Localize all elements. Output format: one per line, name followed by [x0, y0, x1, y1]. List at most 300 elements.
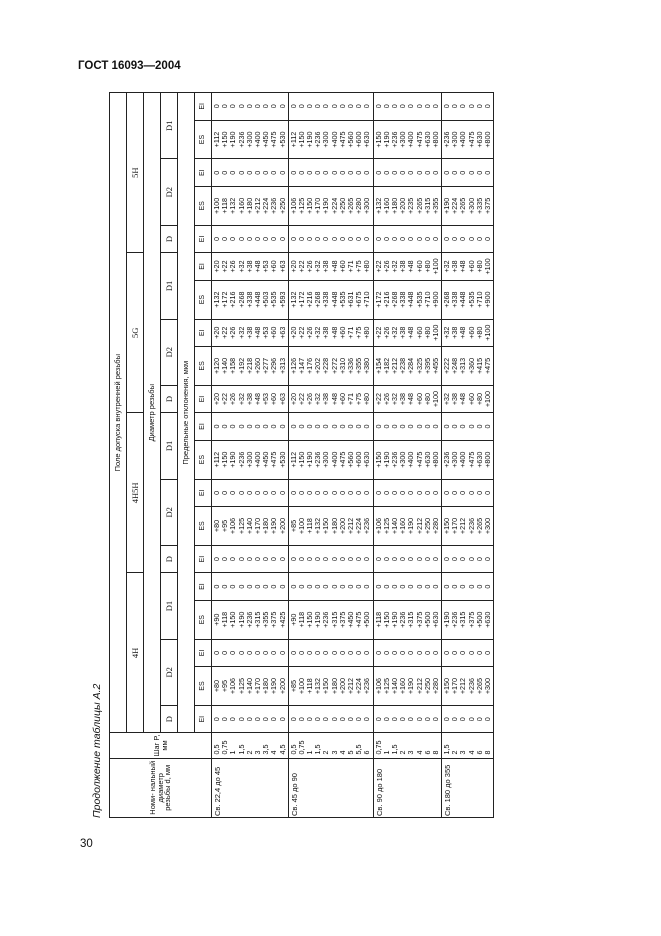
- deviation-value: +60: [269, 392, 279, 406]
- deviation-value: +80: [474, 392, 484, 406]
- deviation-cell: [212, 186, 289, 225]
- deviation-value: +710: [474, 291, 484, 308]
- deviation-value: +375: [414, 611, 424, 628]
- deviation-value: 0: [442, 650, 452, 655]
- deviation-value: +60: [414, 326, 424, 339]
- deviation-value: +535: [414, 291, 424, 308]
- deviation-value: +90: [212, 613, 221, 626]
- deviation-value: 0: [466, 237, 476, 241]
- header-tolerance-field: 5H: [127, 93, 144, 253]
- deviation-value: 0: [244, 490, 254, 495]
- deviation-value: +26: [305, 326, 315, 339]
- deviation-value: +180: [244, 197, 254, 214]
- pitch-value: 2: [450, 750, 460, 755]
- deviation-value: +71: [346, 260, 355, 273]
- deviation-value: +53: [261, 392, 271, 406]
- pitch-value: 0,5: [288, 744, 298, 755]
- deviation-value: +190: [381, 131, 391, 148]
- deviation-value: 0: [212, 104, 221, 109]
- page-number: 30: [80, 838, 93, 850]
- deviation-value: +190: [406, 517, 416, 535]
- deviation-value: 0: [220, 170, 230, 175]
- deviation-value: 0: [458, 584, 468, 589]
- table-row: [288, 93, 373, 818]
- deviation-value: +22: [296, 392, 306, 406]
- deviation-value: 0: [422, 717, 432, 722]
- deviation-cell: [288, 120, 373, 159]
- deviation-value: 0: [329, 650, 339, 655]
- deviation-value: +200: [398, 197, 408, 214]
- deviation-value: +280: [430, 677, 440, 695]
- deviation-value: +32: [389, 392, 399, 406]
- deviation-value: 0: [212, 424, 221, 429]
- deviation-value: 0: [362, 490, 372, 495]
- deviation-value: 0: [329, 557, 339, 562]
- deviation-value: +475: [269, 131, 279, 148]
- deviation-value: +800: [430, 131, 440, 148]
- deviation-value: 0: [296, 424, 306, 429]
- deviation-value: +475: [483, 357, 492, 375]
- deviation-value: +38: [450, 392, 460, 406]
- header-ei: EI: [195, 705, 212, 732]
- deviation-value: +32: [389, 326, 399, 339]
- deviation-value: +48: [458, 260, 468, 273]
- deviation-value: +48: [406, 260, 416, 273]
- deviation-cell: [288, 600, 373, 639]
- deviation-value: +170: [450, 677, 460, 695]
- group-label: Св. 22,4 до 45: [212, 758, 289, 817]
- deviation-value: 0: [346, 490, 355, 495]
- deviation-value: +85: [288, 679, 298, 693]
- deviation-cell: [212, 225, 289, 252]
- deviation-value: 0: [373, 557, 383, 562]
- deviation-cell: [442, 545, 494, 572]
- deviation-value: 0: [450, 490, 460, 495]
- deviation-value: +535: [269, 291, 279, 308]
- deviation-value: +455: [430, 357, 440, 375]
- deviation-value: +63: [277, 326, 287, 339]
- deviation-value: 0: [354, 650, 364, 655]
- header-ei: EI: [195, 319, 212, 346]
- deviation-value: +380: [362, 357, 372, 375]
- deviation-value: +80: [362, 260, 372, 273]
- deviation-value: +80: [422, 392, 432, 406]
- pitch-value: 0,75: [296, 740, 306, 755]
- deviation-value: +268: [313, 291, 323, 308]
- deviation-value: 0: [288, 424, 298, 429]
- deviation-value: 0: [483, 237, 492, 241]
- deviation-value: +425: [277, 611, 287, 628]
- deviation-value: +212: [414, 677, 424, 695]
- deviation-value: 0: [212, 650, 221, 655]
- deviation-value: +236: [442, 451, 452, 468]
- deviation-cell: [373, 600, 442, 639]
- deviation-value: +48: [406, 326, 416, 339]
- deviation-cell: [373, 280, 442, 319]
- header-es: ES: [195, 600, 212, 639]
- deviation-value: 0: [288, 584, 298, 589]
- deviation-value: +172: [296, 291, 306, 308]
- deviation-value: +32: [236, 326, 246, 339]
- deviation-value: 0: [220, 237, 230, 241]
- deviation-value: +800: [483, 451, 492, 468]
- deviation-value: +170: [313, 197, 323, 214]
- deviation-value: 0: [381, 557, 391, 562]
- deviation-value: 0: [305, 490, 315, 495]
- deviation-value: +80: [212, 519, 221, 533]
- deviation-cell: [212, 346, 289, 385]
- deviation-value: +63: [277, 260, 287, 273]
- deviation-value: 0: [212, 237, 221, 241]
- deviation-value: +150: [305, 611, 315, 628]
- deviation-value: +630: [474, 131, 484, 148]
- deviation-value: +315: [252, 611, 262, 628]
- deviation-value: 0: [321, 490, 331, 495]
- deviation-value: 0: [373, 650, 383, 655]
- deviation-value: +100: [430, 390, 440, 408]
- deviation-value: 0: [321, 104, 331, 109]
- deviation-value: +132: [212, 291, 221, 308]
- deviation-value: 0: [220, 490, 230, 495]
- deviation-value: 0: [474, 584, 484, 589]
- pitch-value: 3: [252, 750, 262, 755]
- deviation-value: +280: [354, 197, 364, 214]
- deviation-value: 0: [244, 237, 254, 241]
- deviation-cell: [373, 385, 442, 412]
- deviation-value: 0: [220, 584, 230, 589]
- deviation-value: 0: [466, 170, 476, 175]
- deviation-value: 0: [244, 557, 254, 562]
- pitch-value: 0,75: [373, 740, 383, 755]
- deviation-value: +60: [414, 392, 424, 406]
- deviation-value: +170: [252, 517, 262, 535]
- deviation-cell: [288, 573, 373, 600]
- deviation-value: 0: [466, 717, 476, 722]
- deviation-value: 0: [398, 717, 408, 722]
- header-diameter-d2: D2: [161, 479, 178, 545]
- deviation-value: 0: [422, 557, 432, 562]
- deviation-value: 0: [236, 650, 246, 655]
- deviation-value: 0: [483, 717, 492, 722]
- deviation-value: +106: [288, 197, 298, 214]
- deviation-value: 0: [321, 424, 331, 429]
- deviation-value: +375: [483, 197, 492, 214]
- deviation-value: 0: [252, 237, 262, 241]
- deviation-cell: [288, 479, 373, 506]
- deviation-value: 0: [389, 490, 399, 495]
- deviation-value: +60: [414, 260, 424, 273]
- deviation-value: +190: [305, 451, 315, 468]
- deviation-value: 0: [430, 424, 440, 429]
- header-pitch: Шаг P, мм: [110, 733, 212, 758]
- header-diameter-d1: D1: [161, 573, 178, 639]
- deviation-cell: [288, 93, 373, 121]
- deviation-value: 0: [212, 170, 221, 175]
- deviation-value: +260: [252, 357, 262, 375]
- deviation-value: +630: [362, 131, 372, 148]
- deviation-value: +400: [252, 131, 262, 148]
- deviation-value: +250: [422, 677, 432, 695]
- pitch-cell: [288, 733, 373, 758]
- deviation-value: +535: [466, 291, 476, 308]
- pitch-value: 4: [466, 750, 476, 755]
- deviation-value: +236: [269, 197, 279, 214]
- deviation-value: 0: [430, 237, 440, 241]
- deviation-value: +118: [220, 611, 230, 628]
- deviation-value: +190: [305, 131, 315, 148]
- deviation-value: 0: [414, 557, 424, 562]
- deviation-value: 0: [362, 557, 372, 562]
- deviation-value: +132: [313, 517, 323, 535]
- deviation-value: +338: [398, 291, 408, 308]
- deviation-value: 0: [228, 170, 238, 175]
- deviation-value: +140: [244, 677, 254, 695]
- deviation-value: +190: [269, 677, 279, 695]
- deviation-value: +106: [373, 517, 383, 535]
- header-diameter-d1: D1: [161, 93, 178, 159]
- deviation-value: 0: [244, 424, 254, 429]
- deviation-value: 0: [296, 557, 306, 562]
- header-nominal-diameter: Номи- нальный диаметр резьбы d, мм: [110, 758, 212, 817]
- pitch-value: 2: [321, 750, 331, 755]
- deviation-value: 0: [381, 104, 391, 109]
- deviation-value: 0: [373, 237, 383, 241]
- deviation-value: +212: [252, 197, 262, 214]
- deviation-cell: [212, 600, 289, 639]
- deviation-value: 0: [252, 424, 262, 429]
- deviation-value: +38: [398, 392, 408, 406]
- deviation-value: 0: [321, 650, 331, 655]
- deviation-value: +182: [381, 357, 391, 375]
- deviation-value: 0: [406, 584, 416, 589]
- deviation-cell: [212, 440, 289, 479]
- deviation-value: 0: [381, 237, 391, 241]
- deviation-value: +224: [354, 677, 364, 695]
- deviation-value: +132: [313, 677, 323, 695]
- deviation-value: +300: [483, 677, 492, 695]
- deviation-cell: [373, 545, 442, 572]
- deviation-value: +236: [398, 611, 408, 628]
- table-row: [442, 93, 494, 818]
- deviation-value: +212: [414, 517, 424, 535]
- deviation-value: +118: [296, 611, 306, 628]
- deviation-value: +20: [212, 392, 221, 406]
- deviation-value: 0: [244, 584, 254, 589]
- pitch-value: 3: [458, 750, 468, 755]
- deviation-value: +238: [398, 357, 408, 375]
- deviation-cell: [212, 507, 289, 546]
- deviation-value: +48: [458, 326, 468, 339]
- deviation-value: +236: [313, 451, 323, 468]
- deviation-value: 0: [269, 650, 279, 655]
- deviation-value: 0: [458, 650, 468, 655]
- deviation-value: 0: [305, 104, 315, 109]
- deviation-value: 0: [458, 237, 468, 241]
- deviation-value: +190: [442, 197, 452, 214]
- deviation-value: +22: [373, 260, 383, 273]
- deviation-value: 0: [458, 170, 468, 175]
- deviation-value: +140: [389, 517, 399, 535]
- deviation-value: 0: [288, 557, 298, 562]
- deviation-value: +22: [220, 326, 230, 339]
- deviation-value: +132: [288, 291, 298, 308]
- deviation-value: +48: [252, 326, 262, 339]
- deviation-value: +22: [373, 326, 383, 339]
- deviation-value: +300: [483, 517, 492, 535]
- deviation-value: +313: [458, 357, 468, 375]
- deviation-value: +630: [483, 611, 492, 628]
- table-frame: [93, 92, 631, 818]
- deviation-value: 0: [450, 717, 460, 722]
- deviation-value: +268: [236, 291, 246, 308]
- deviation-value: +315: [458, 611, 468, 628]
- deviation-value: +236: [450, 611, 460, 628]
- deviation-value: 0: [305, 237, 315, 241]
- deviation-value: +38: [321, 260, 331, 273]
- deviation-value: +176: [305, 357, 315, 375]
- header-deviation-group: Предельные отклонения, мкм: [178, 93, 195, 733]
- deviation-value: +53: [261, 326, 271, 339]
- deviation-value: 0: [422, 104, 432, 109]
- deviation-value: +22: [373, 392, 383, 406]
- deviation-value: +190: [236, 611, 246, 628]
- deviation-value: +202: [313, 357, 323, 375]
- deviation-value: +180: [329, 677, 339, 695]
- deviation-cell: [373, 159, 442, 186]
- deviation-value: +400: [329, 131, 339, 148]
- deviation-value: 0: [430, 557, 440, 562]
- deviation-value: 0: [261, 584, 271, 589]
- deviation-value: 0: [381, 584, 391, 589]
- deviation-value: +265: [474, 517, 484, 535]
- deviation-value: +80: [362, 326, 372, 339]
- deviation-value: 0: [442, 584, 452, 589]
- deviation-cell: [288, 253, 373, 280]
- deviation-value: 0: [450, 237, 460, 241]
- deviation-value: 0: [466, 490, 476, 495]
- deviation-value: 0: [474, 170, 484, 175]
- deviation-value: +170: [450, 517, 460, 535]
- deviation-value: 0: [483, 170, 492, 175]
- deviation-value: 0: [362, 650, 372, 655]
- header-diameter-d2: D2: [161, 319, 178, 385]
- deviation-value: 0: [252, 650, 262, 655]
- pitch-value: 1: [381, 750, 391, 755]
- deviation-value: +26: [228, 326, 238, 339]
- deviation-value: 0: [236, 584, 246, 589]
- deviation-value: +38: [321, 392, 331, 406]
- deviation-value: +236: [321, 611, 331, 628]
- deviation-value: +235: [406, 197, 416, 214]
- deviation-value: 0: [373, 424, 383, 429]
- deviation-value: +236: [466, 677, 476, 695]
- deviation-value: 0: [466, 650, 476, 655]
- deviation-value: +63: [277, 392, 287, 406]
- deviation-value: 0: [430, 717, 440, 722]
- header-es: ES: [195, 346, 212, 385]
- deviation-value: 0: [414, 490, 424, 495]
- deviation-value: 0: [362, 170, 372, 175]
- deviation-value: 0: [450, 170, 460, 175]
- deviation-value: 0: [228, 650, 238, 655]
- deviation-value: +106: [228, 677, 238, 695]
- deviation-value: +140: [244, 517, 254, 535]
- deviation-value: 0: [362, 424, 372, 429]
- deviation-value: 0: [220, 424, 230, 429]
- deviation-value: +172: [373, 291, 383, 308]
- deviation-value: +336: [346, 357, 355, 375]
- deviation-value: 0: [277, 584, 287, 589]
- deviation-value: +150: [381, 611, 391, 628]
- deviation-cell: [212, 280, 289, 319]
- pitch-value: 5,5: [354, 744, 364, 755]
- deviation-cell: [442, 600, 494, 639]
- deviation-value: 0: [450, 104, 460, 109]
- deviation-value: 0: [288, 104, 298, 109]
- deviation-cell: [373, 186, 442, 225]
- deviation-value: 0: [450, 557, 460, 562]
- deviation-value: 0: [321, 237, 331, 241]
- deviation-value: +593: [277, 291, 287, 308]
- deviation-value: +315: [406, 611, 416, 628]
- deviation-value: 0: [228, 237, 238, 241]
- deviation-value: +150: [220, 131, 230, 148]
- deviation-value: +630: [422, 451, 432, 468]
- deviation-cell: [212, 93, 289, 121]
- deviation-value: 0: [277, 490, 287, 495]
- deviation-value: +535: [337, 291, 347, 308]
- deviation-value: +60: [337, 326, 347, 339]
- deviation-value: 0: [442, 170, 452, 175]
- deviation-value: 0: [228, 104, 238, 109]
- deviation-value: 0: [474, 717, 484, 722]
- pitch-value: 3,5: [261, 744, 271, 755]
- deviation-value: +450: [261, 131, 271, 148]
- deviation-value: 0: [329, 170, 339, 175]
- deviation-value: +132: [228, 197, 238, 214]
- deviation-value: +60: [337, 260, 347, 273]
- deviation-value: +277: [261, 357, 271, 375]
- deviation-value: 0: [269, 490, 279, 495]
- deviation-cell: [373, 93, 442, 121]
- deviation-value: +150: [442, 517, 452, 535]
- deviation-value: +710: [362, 291, 372, 308]
- deviation-value: +32: [389, 260, 399, 273]
- deviation-cell: [212, 545, 289, 572]
- deviation-value: +32: [313, 260, 323, 273]
- deviation-value: +310: [337, 357, 347, 375]
- deviation-cell: [442, 507, 494, 546]
- deviation-value: +200: [337, 517, 347, 535]
- deviation-value: 0: [354, 717, 364, 722]
- deviation-cell: [288, 639, 373, 666]
- deviation-value: +48: [329, 392, 339, 406]
- deviation-cell: [373, 440, 442, 479]
- deviation-value: +335: [474, 197, 484, 214]
- deviation-value: 0: [337, 424, 347, 429]
- deviation-value: +32: [442, 392, 452, 406]
- deviation-value: +448: [458, 291, 468, 308]
- deviation-value: +112: [212, 131, 221, 148]
- deviation-value: +80: [474, 326, 484, 339]
- pitch-cell: [212, 733, 289, 758]
- deviation-value: +38: [450, 326, 460, 339]
- deviation-value: 0: [337, 650, 347, 655]
- deviation-value: +80: [212, 679, 221, 693]
- deviation-value: 0: [362, 717, 372, 722]
- deviation-value: 0: [277, 104, 287, 109]
- pitch-value: 6: [474, 750, 484, 755]
